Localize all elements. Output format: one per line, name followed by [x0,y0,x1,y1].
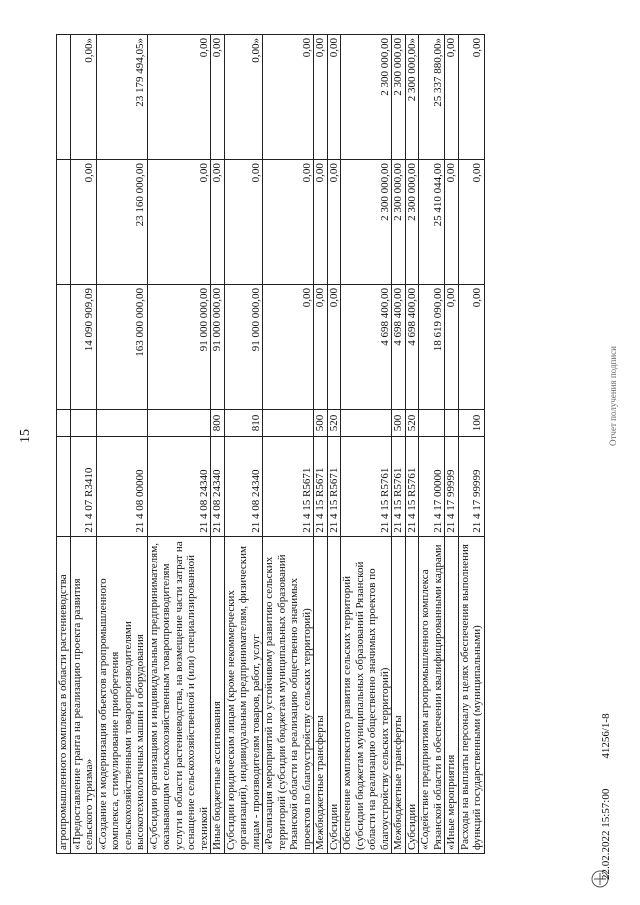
cell-v1: 14 090 909,09 [70,284,96,409]
cell-code: 21 4 08 24340 [211,436,225,536]
cell-vr [341,410,392,437]
cell-v3: 0,00 [263,35,314,160]
footer-doc-id: 41256/1-8 [600,713,612,759]
cell-code: 21 4 08 00000 [96,436,147,536]
cell-vr [96,410,147,437]
cell-v1: 91 000 000,00 [211,284,225,409]
cell-code: 21 4 15 R5761 [341,436,392,536]
cell-vr [263,410,314,437]
cell-v3: 2 300 000,00 [392,35,406,160]
table-row [341,35,392,854]
cell-v1: 0,00 [445,284,459,409]
cell-v3: 0,00 [327,35,341,160]
cell-v1: 4 698 400,00 [392,284,406,409]
cell-v2: 0,00 [147,160,211,285]
cell-vr [70,410,96,437]
rotated-table-container [56,34,636,854]
cell-vr [147,410,211,437]
cell-v1: 91 000 000,00 [224,284,263,409]
cell-v1: 0,00 [263,284,314,409]
table-row [392,35,406,854]
table-row [263,35,314,854]
cell-name: Межбюджетные трансферты [314,536,328,853]
cell-v1: 0,00 [458,284,484,409]
footer-date: 22.02.2022 15:57:00 [600,788,612,880]
cell-name: Обеспечение комплексного развития сельских территорий (субсидии бюджетам муниципальных образований Рязанской области на реализацию общественно значимых проектов по благоустройству сельских территорий) [341,536,392,853]
cell-v1: 18 619 090,00 [419,284,445,409]
cell-v2: 0,00 [224,160,263,285]
cell-code: 21 4 07 R3410 [70,436,96,536]
cell-v3: 25 337 880,00» [419,35,445,160]
cell-vr: 520 [327,410,341,437]
cell-v2: 0,00 [314,160,328,285]
cell-v2: 2 300 000,00 [392,160,406,285]
table-row [445,35,459,854]
cell-v3: 23 179 494,05» [96,35,147,160]
cell-v2 [57,160,71,285]
cell-v3 [57,35,71,160]
cell-v3: 0,00 [445,35,459,160]
cell-name: Субсидии [405,536,419,853]
cell-v2: 0,00 [445,160,459,285]
cell-code: 21 4 17 99999 [445,436,459,536]
table-row [70,35,96,854]
cell-v2: 2 300 000,00 [405,160,419,285]
cell-code: 21 4 17 99999 [458,436,484,536]
table-row [314,35,328,854]
cell-name: Расходы на выплаты персоналу в целях обеспечения выполнения функций государственными (муниципальными) [458,536,484,853]
cell-vr: 810 [224,410,263,437]
table-row [419,35,445,854]
table-row [458,35,484,854]
footer [600,460,612,880]
cell-v3: 0,00» [224,35,263,160]
cell-code [57,436,71,536]
cell-v2: 0,00 [211,160,225,285]
cell-code: 21 4 15 R5671 [263,436,314,536]
table-row [224,35,263,854]
cell-v1: 4 698 400,00 [405,284,419,409]
cell-code: 21 4 17 00000 [419,436,445,536]
cell-code: 21 4 08 24340 [224,436,263,536]
cell-name: Субсидии юридическим лицам (кроме некоммерческих организаций), индивидуальным предпринимателям, физическим лицам - производителям товаров, работ, услуг [224,536,263,853]
cell-v3: 0,00 [147,35,211,160]
cell-name: «Субсидии организациям и индивидуальным предпринимателям, оказывающим сельскохозяйственным товаропроизводителям услуги в области растениеводства, на возмещение части затрат на оснащение сельскохозяйственной и (или) специализированной техникой [147,536,211,853]
cell-v1: 0,00 [314,284,328,409]
cell-v3: 0,00» [70,35,96,160]
cell-vr: 100 [458,410,484,437]
cell-name: Межбюджетные трансферты [392,536,406,853]
cell-v3: 0,00 [314,35,328,160]
cell-v3: 2 300 000,00 [341,35,392,160]
table-row [327,35,341,854]
cell-vr [57,410,71,437]
cell-v2: 0,00 [263,160,314,285]
table-row [211,35,225,854]
cell-name: Субсидии [327,536,341,853]
cell-code: 21 4 15 R5671 [314,436,328,536]
cell-name: агропромышленного комплекса в области растениеводства [57,536,71,853]
cell-name: «Реализация мероприятий по устойчивому развитию сельских территорий (субсидии бюджетам муниципальных образований Рязанской области на реализацию общественно значимых проектов по благоустройству сельских территорий) [263,536,314,853]
cell-v2: 25 410 044,00 [419,160,445,285]
cell-v2: 0,00 [458,160,484,285]
cell-v2: 0,00 [70,160,96,285]
cell-name: «Содействие предприятиям агропромышленного комплекса Рязанской области в обеспечении квалифицированными кадрами [419,536,445,853]
cell-v2: 0,00 [327,160,341,285]
cell-vr: 520 [405,410,419,437]
cell-v2: 2 300 000,00 [341,160,392,285]
cell-code: 21 4 15 R5761 [405,436,419,536]
page-number: 15 [18,429,33,443]
cell-name: «Предоставление гранта на реализацию проекта развития сельского туризма» [70,536,96,853]
table-row [405,35,419,854]
cell-v1: 163 000 000,00 [96,284,147,409]
cell-name: «Создание и модернизация объектов агропромышленного комплекса, стимулирование приобретения сельскохозяйственными товаропроизводителями высокотехнологичных машин и оборудования [96,536,147,853]
cell-vr [445,410,459,437]
cell-code: 21 4 15 R5671 [327,436,341,536]
cell-vr: 800 [211,410,225,437]
cell-v1: 91 000 000,00 [147,284,211,409]
cell-v3: 2 300 000,00» [405,35,419,160]
budget-table [56,34,485,854]
cell-v1: 4 698 400,00 [341,284,392,409]
table-row [147,35,211,854]
table-row [57,35,71,854]
cell-v3: 0,00 [458,35,484,160]
cell-v3: 0,00 [211,35,225,160]
cell-v1 [57,284,71,409]
cell-code: 21 4 15 R5761 [392,436,406,536]
table-row [96,35,147,854]
cell-v2: 23 160 000,00 [96,160,147,285]
cell-name: «Иные мероприятия [445,536,459,853]
cell-v1: 0,00 [327,284,341,409]
cell-code: 21 4 08 24340 [147,436,211,536]
cell-vr: 500 [392,410,406,437]
cell-vr: 500 [314,410,328,437]
signature-note: Отчет получения подписи [608,346,618,446]
cell-vr [419,410,445,437]
cell-name: Иные бюджетные ассигнования [211,536,225,853]
